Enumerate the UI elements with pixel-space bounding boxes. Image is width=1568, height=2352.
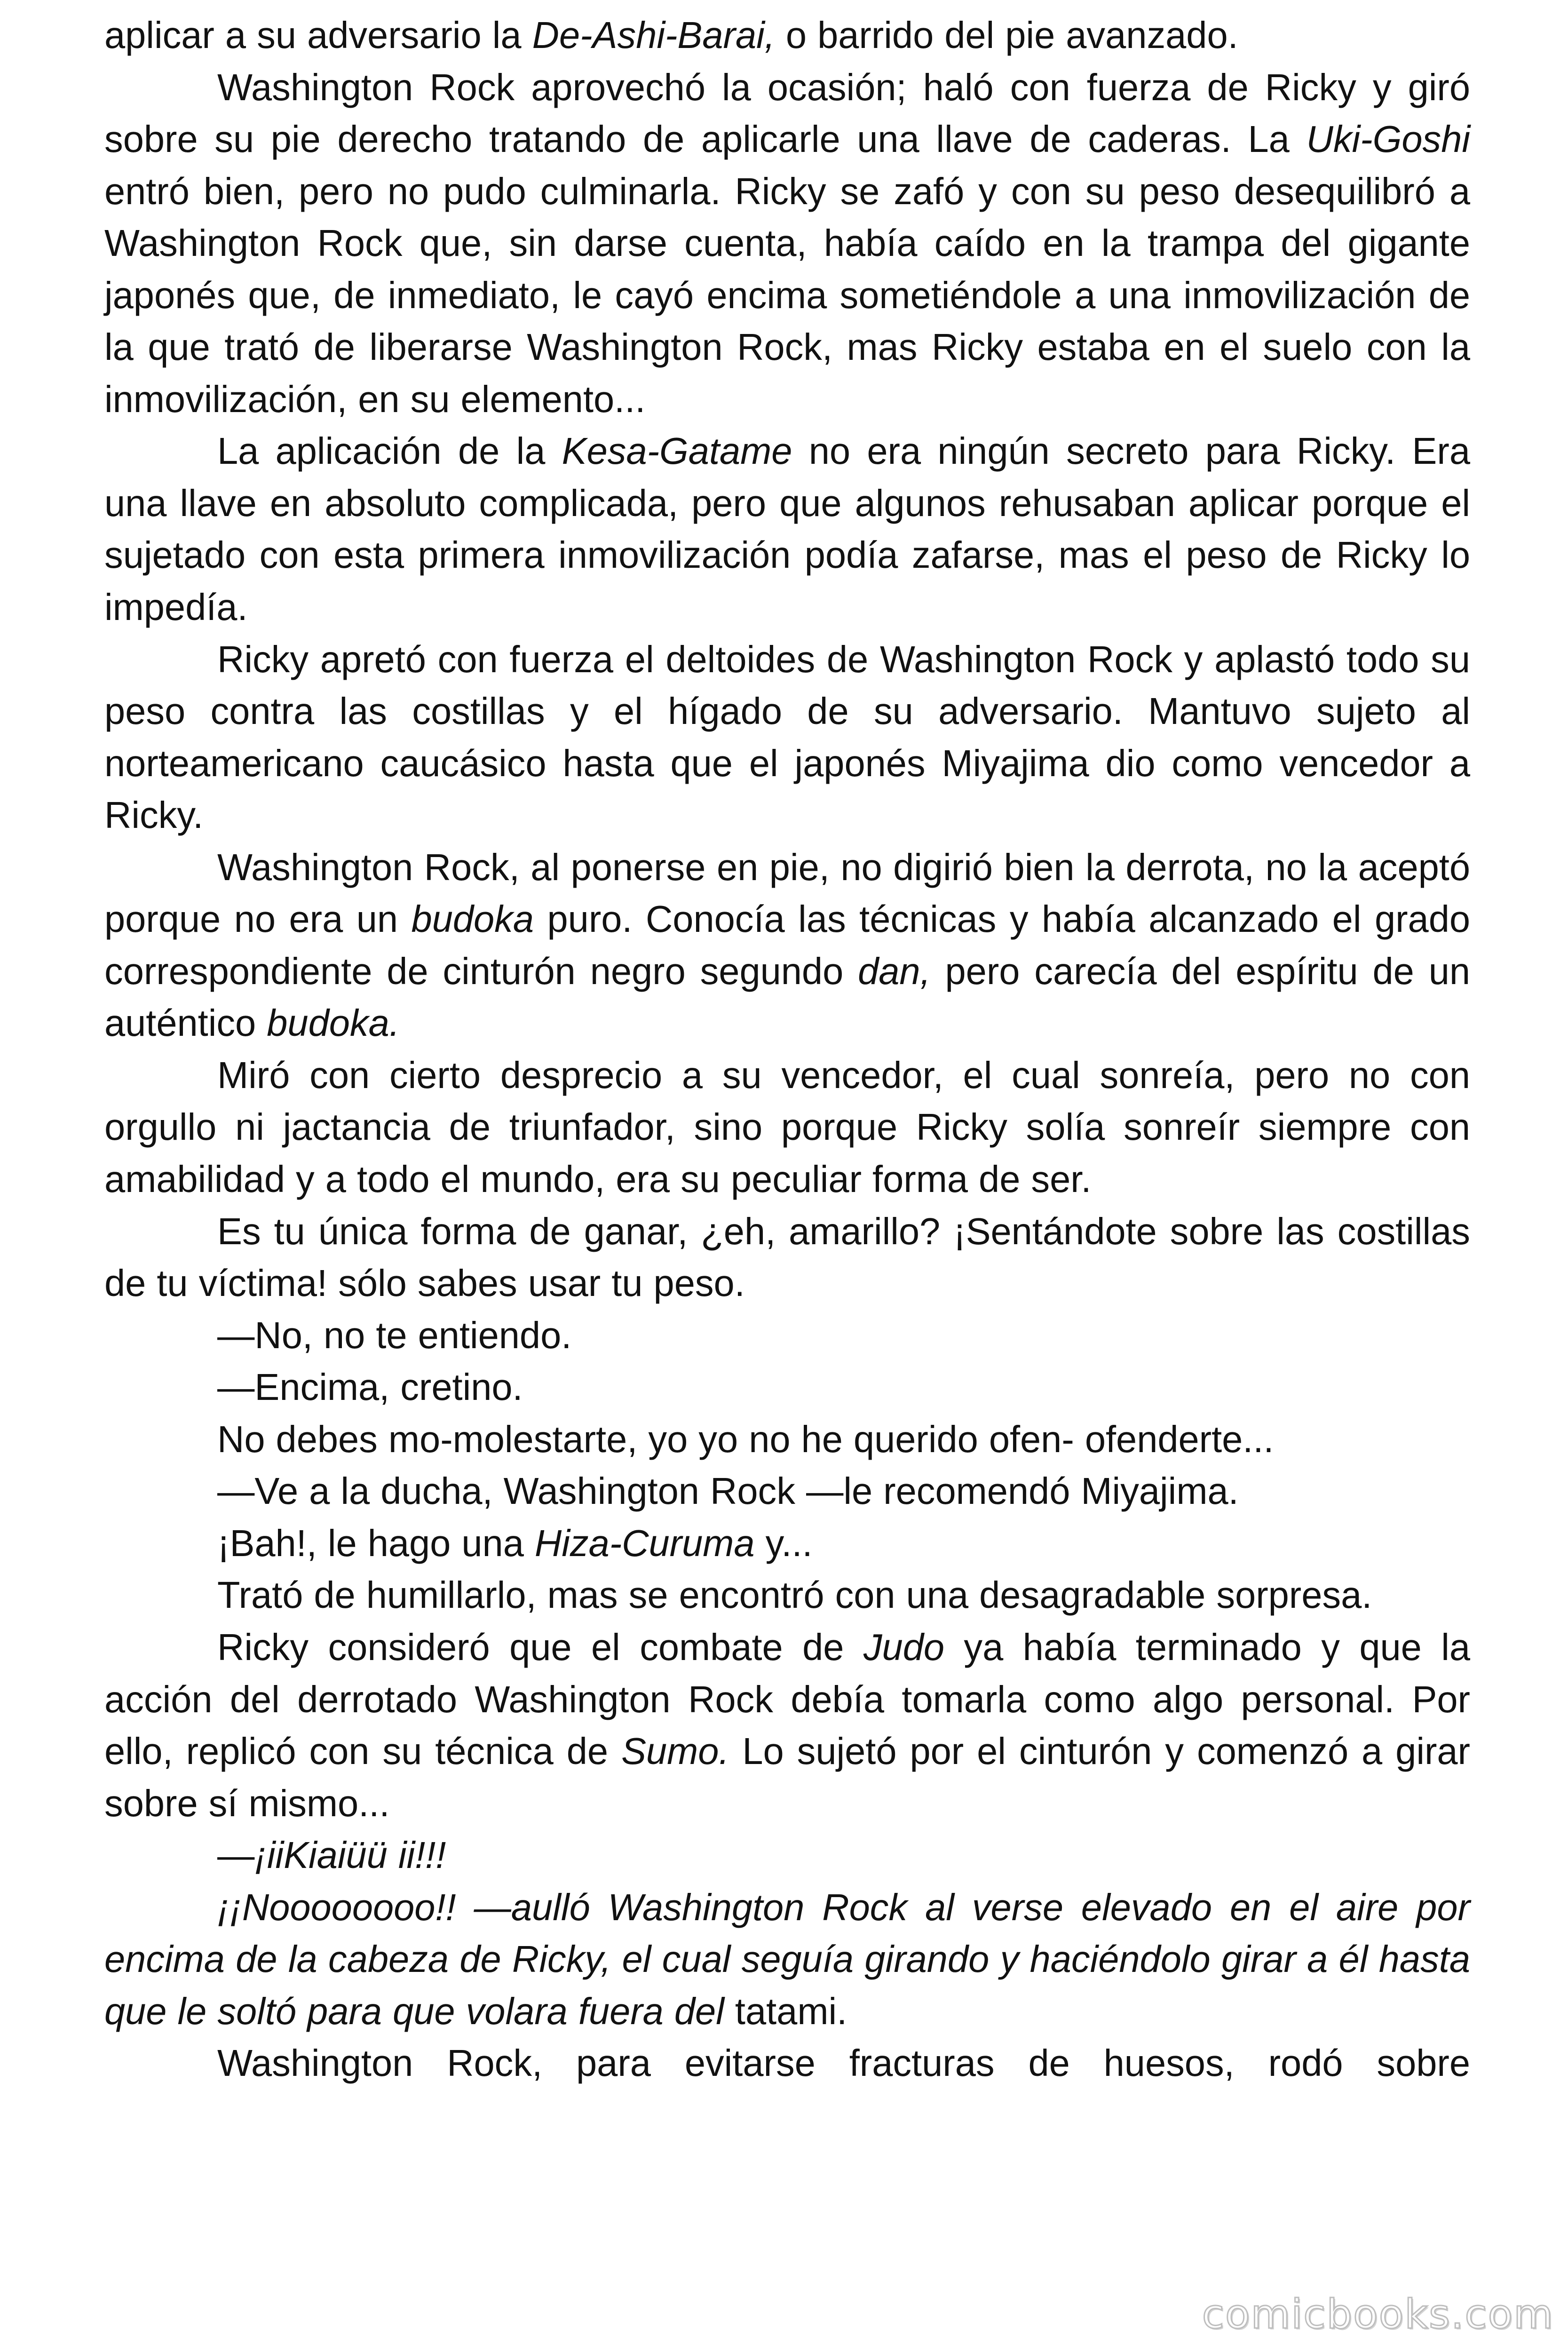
italic-term: Kesa-Gatame bbox=[562, 430, 792, 472]
paragraph: aplicar a su adversario la De-Ashi-Barai, o barrido del pie avanzado. bbox=[104, 14, 1238, 56]
paragraph: La aplicación de la Kesa-Gatame no era ningún secreto para Ricky. Era una llave en absoluto complicada, pero que algunos rehusaban aplicar porque el sujetado con esta primera inmovilización podía zafarse, mas el peso de Ricky lo impedía. bbox=[104, 430, 1470, 628]
paragraph: Washington Rock, al ponerse en pie, no digirió bien la derrota, no la aceptó porque no era un budoka puro. Conocía las técnicas y había alcanzado el grado correspondiente de cinturón negro segundo dan, pero carecía del espíritu de un auténtico budoka. bbox=[104, 846, 1470, 1044]
dialogue-line: —No, no te entiendo. bbox=[217, 1314, 572, 1356]
paragraph: Trató de humillarlo, mas se encontró con una desagradable sorpresa. bbox=[217, 1574, 1372, 1616]
italic-term: ¡¡Noooooooo!! —aulló Washington Rock al verse elevado en el aire por encima de la cabeza de Ricky, el cual seguía girando y haciéndolo girar a él hasta que le soltó para que volara fuera del bbox=[104, 1886, 1470, 2032]
italic-term: Sumo. bbox=[621, 1730, 729, 1772]
dialogue-line: No debes mo-molestarte, yo yo no he querido ofen- ofenderte... bbox=[217, 1418, 1274, 1460]
italic-term: dan, bbox=[858, 950, 931, 992]
dialogue-line: —Encima, cretino. bbox=[217, 1366, 523, 1408]
paragraph: Ricky apretó con fuerza el deltoides de Washington Rock y aplastó todo su peso contra las costillas y el hígado de su adversario. Mantuvo sujeto al norteamericano caucásico hasta que el japonés Miyajima dio como vencedor a Ricky. bbox=[104, 638, 1470, 836]
dialogue-line: —¡iiKiaiüü ii!!! bbox=[217, 1834, 446, 1876]
paragraph: Miró con cierto desprecio a su vencedor, el cual sonreía, pero no con orgullo ni jactancia de triunfador, sino porque Ricky solía sonreír siempre con amabilidad y a todo el mundo, era su peculiar forma de ser. bbox=[104, 1054, 1470, 1200]
italic-term: Uki-Goshi bbox=[1306, 118, 1470, 160]
paragraph: ¡¡Noooooooo!! —aulló Washington Rock al verse elevado en el aire por encima de la cabeza de Ricky, el cual seguía girando y haciéndolo girar a él hasta que le soltó para que volara fuera del tatami. bbox=[104, 1886, 1470, 2032]
italic-term: ¡iiKiaiüü ii!!! bbox=[254, 1834, 446, 1876]
italic-term: Judo bbox=[863, 1626, 944, 1668]
dialogue-line: —Ve a la ducha, Washington Rock —le recomendó Miyajima. bbox=[217, 1470, 1239, 1512]
italic-term: budoka bbox=[411, 898, 534, 940]
paragraph: Ricky consideró que el combate de Judo ya había terminado y que la acción del derrotado Washington Rock debía tomarla como algo personal. Por ello, replicó con su técnica de Sumo. Lo sujetó por el cinturón y comenzó a girar sobre sí mismo... bbox=[104, 1626, 1470, 1824]
dialogue-line: ¡Bah!, le hago una Hiza-Curuma y... bbox=[217, 1522, 813, 1564]
watermark-logo: comicbooks.com bbox=[1202, 2291, 1554, 2338]
paragraph: Es tu única forma de ganar, ¿eh, amarillo? ¡Sentándote sobre las costillas de tu víctima! sólo sabes usar tu peso. bbox=[104, 1210, 1470, 1304]
italic-term: De-Ashi-Barai, bbox=[532, 14, 775, 56]
document-page bbox=[104, 0, 1470, 2352]
paragraph: Washington Rock, para evitarse fracturas de huesos, rodó sobre bbox=[217, 2042, 1470, 2084]
italic-term: Hiza-Curuma bbox=[534, 1522, 755, 1564]
italic-term: budoka. bbox=[267, 1002, 400, 1044]
paragraph: Washington Rock aprovechó la ocasión; haló con fuerza de Ricky y giró sobre su pie derecho tratando de aplicarle una llave de caderas. La Uki-Goshi entró bien, pero no pudo culminarla. Ricky se zafó y con su peso desequilibró a Washington Rock que, sin darse cuenta, había caído en la trampa del gigante japonés que, de inmediato, le cayó encima sometiéndole a una inmovilización de la que trató de liberarse Washington Rock, mas Ricky estaba en el suelo con la inmovilización, en su elemento... bbox=[104, 66, 1470, 420]
